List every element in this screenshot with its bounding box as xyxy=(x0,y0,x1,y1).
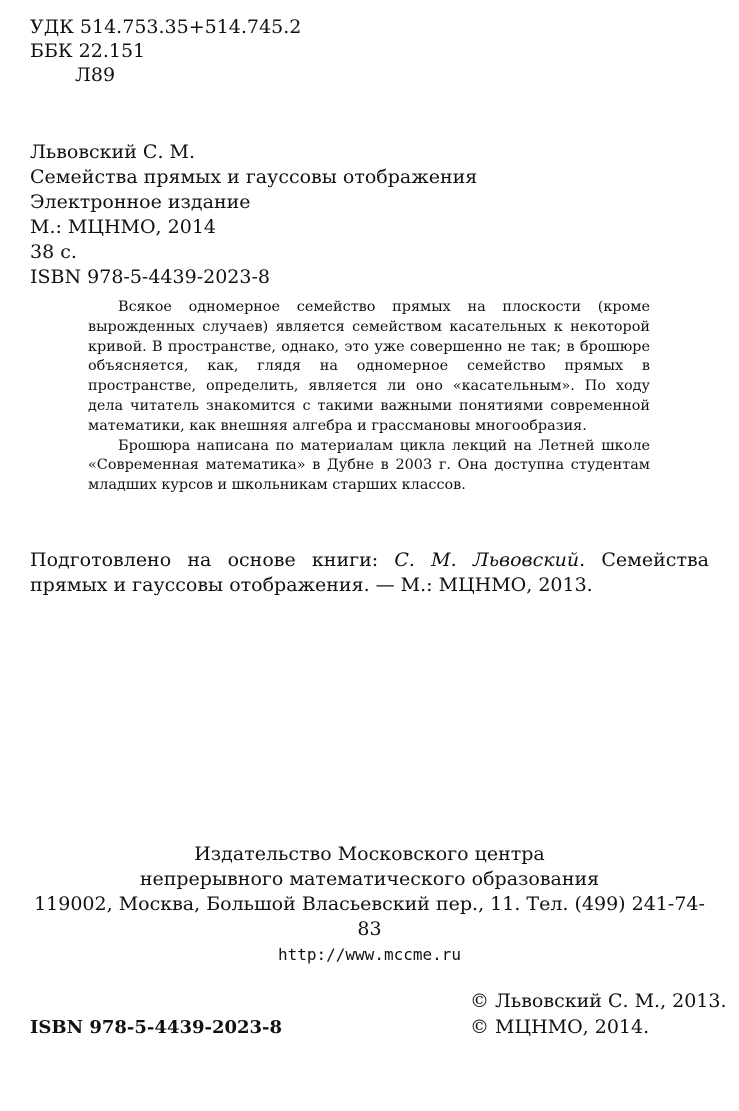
copyright-block xyxy=(470,988,727,1040)
source-prefix: Подготовлено на основе книги: xyxy=(30,549,395,571)
copyright-publisher: © МЦНМО, 2014. xyxy=(470,1016,650,1038)
bibliographic-record xyxy=(30,140,477,290)
publisher-block xyxy=(30,842,709,968)
isbn-footer: ISBN 978-5-4439-2023-8 xyxy=(30,1017,283,1038)
abstract-paragraph: Всякое одномерное семейство прямых на плоскости (кроме вырожденных случаев) является семейством касательных к некоторой кривой. В пространстве, однако, это уже совершенно не так; в брошюре объясняется, как, глядя на одномерное семейство прямых в пространстве, определить, является ли оно «касательным». По ходу дела читатель знакомится с такими важными понятиями современной математики, как внешняя алгебра и грассмановы многообразия. xyxy=(88,299,650,434)
author-name: Львовский С. М. xyxy=(30,141,196,163)
source-note xyxy=(30,548,709,598)
copyright-author: © Львовский С. М., 2013. xyxy=(470,990,727,1012)
classification-block xyxy=(30,15,301,87)
abstract xyxy=(88,298,650,496)
page-count: 38 с. xyxy=(30,241,77,263)
abstract-paragraph: Брошюра написана по материалам цикла лекций на Летней школе «Современная математика» в Дубне в 2003 г. Она доступна студентам младших курсов и школьникам старших классов. xyxy=(88,437,650,494)
author-mark: Л89 xyxy=(75,64,116,86)
isbn-line: ISBN 978-5-4439-2023-8 xyxy=(30,266,270,288)
bbk-code: ББК 22.151 xyxy=(30,40,146,62)
source-author: С. М. Львовский xyxy=(394,549,580,571)
publisher-url[interactable]: http://www.mccme.ru xyxy=(277,945,462,964)
book-title: Семейства прямых и гауссовы отображения xyxy=(30,166,478,188)
publisher-name-line2: непрерывного математического образования xyxy=(139,868,600,890)
publisher-name-line1: Издательство Московского центра xyxy=(194,843,545,865)
imprint: М.: МЦНМО, 2014 xyxy=(30,216,216,238)
edition-type: Электронное издание xyxy=(30,191,251,213)
source-rest: . Семейства прямых и гауссовы отображения. — М.: МЦНМО, 2013. xyxy=(30,549,709,596)
udk-code: УДК 514.753.35+514.745.2 xyxy=(30,16,302,38)
publisher-address: 119002, Москва, Большой Власьевский пер., 11. Тел. (499) 241-74-83 xyxy=(34,893,705,940)
